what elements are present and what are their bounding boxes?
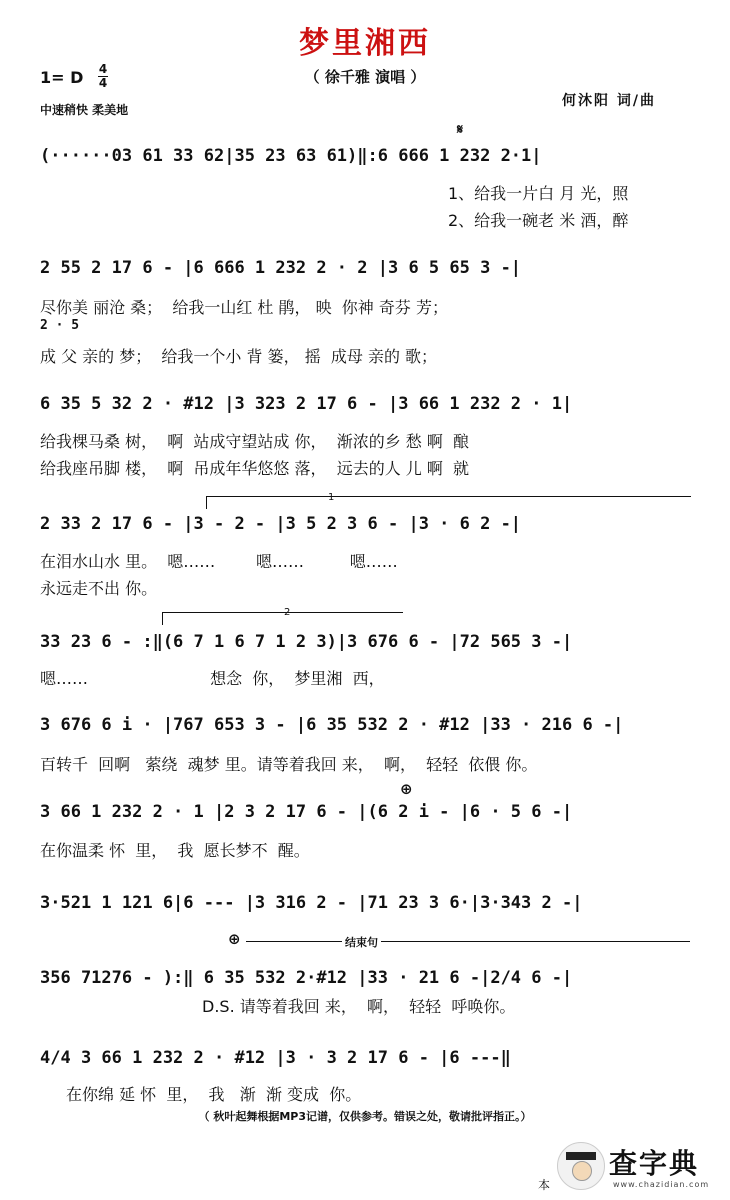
lyric-line-4a: 在泪水山水 里。 嗯…… 嗯…… 嗯…… — [40, 552, 398, 571]
face-icon — [572, 1161, 592, 1181]
time-top: 4 — [98, 62, 108, 76]
alt-notation-2: 2 · 5 — [40, 318, 80, 333]
lyric-line-4b: 永远走不出 你。 — [40, 579, 158, 598]
scholar-icon — [557, 1142, 605, 1190]
notation-line-1: (······03 61 33 62|35 23 63 61)‖:6 666 1 232 2·1| — [40, 146, 542, 166]
song-title: 梦里湘西 — [299, 26, 431, 61]
notation-line-6: 3 676 6 i · |767 653 3 - |6 35 532 2 · #12 |33 · 216 6 -| — [40, 715, 624, 735]
lyric-line-10a: 在你绵 延 怀 里， 我 渐 渐 变成 你。 — [66, 1085, 362, 1104]
notation-line-5: 33 23 6 - :‖(6 7 1 6 7 1 2 3)|3 676 6 - |72 565 3 -| — [40, 632, 573, 652]
coda-icon: ⊕ — [400, 780, 413, 798]
time-signature — [96, 63, 110, 90]
notation-line-8: 3·521 1 121 6|6 --- |3 316 2 - |71 23 3 6·|3·343 2 -| — [40, 893, 583, 913]
segno-icon: 𝄋 — [457, 122, 464, 138]
volta-bracket-1 — [206, 496, 691, 509]
lyric-line-5a: 嗯…… 想念 你， 梦里湘 西， — [40, 669, 385, 688]
page-char: 本 — [538, 1178, 551, 1192]
notation-line-4: 2 33 2 17 6 - |3 - 2 - |3 5 2 3 6 - |3 · 6 2 -| — [40, 514, 522, 534]
lyric-line-1b: 2、给我一碗老 米 酒，醉 — [448, 211, 629, 230]
lyric-line-3a: 给我棵马桑 树， 啊 站成守望站成 你， 渐浓的乡 愁 啊 酿 — [40, 432, 470, 451]
tempo-marking: 中速稍快 柔美地 — [40, 103, 129, 117]
volta-number-2: 2 — [284, 607, 291, 618]
key-signature: 1= D — [40, 68, 84, 87]
coda-icon: ⊕ — [228, 930, 241, 948]
lyric-line-6a: 百转千 回啊 萦绕 魂梦 里。请等着我回 来， 啊， 轻轻 依偎 你。 — [40, 755, 538, 774]
coda-line — [246, 941, 690, 942]
logo-url: www.chazidian.com — [613, 1180, 710, 1189]
lyric-line-9a: D.S. 请等着我回 来， 啊， 轻轻 呼唤你。 — [202, 997, 516, 1016]
lyric-line-2b: 成 父 亲的 梦； 给我一个小 背 篓， 摇 成母 亲的 歌； — [40, 347, 438, 366]
coda-label: 结束句 — [342, 934, 381, 950]
lyric-line-1a: 1、给我一片白 月 光，照 — [448, 184, 629, 203]
volta-number-1: 1 — [328, 492, 335, 503]
transcription-note: （ 秋叶起舞根据MP3记谱，仅供参考。错误之处，敬请批评指正。） — [198, 1110, 532, 1123]
logo-text: 查字典 — [609, 1147, 700, 1180]
notation-line-7: 3 66 1 232 2 · 1 |2 3 2 17 6 - |(6 2 i - |6 · 5 6 -| — [40, 802, 573, 822]
cap-icon — [566, 1152, 596, 1160]
lyric-line-3b: 给我座吊脚 楼， 啊 吊成年华悠悠 落， 远去的人 儿 啊 就 — [40, 459, 470, 478]
site-logo — [555, 1140, 725, 1194]
lyric-line-2a: 尽你美 丽沧 桑； 给我一山红 杜 鹃， 映 你神 奇芬 芳； — [40, 298, 448, 317]
lyric-line-7a: 在你温柔 怀 里， 我 愿长梦不 醒。 — [40, 841, 310, 860]
time-bottom: 4 — [98, 76, 108, 90]
notation-line-10: 4/4 3 66 1 232 2 · #12 |3 · 3 2 17 6 - |6 ---‖ — [40, 1048, 511, 1068]
volta-bracket-2 — [162, 612, 403, 625]
singer-credit: （ 徐千雅 演唱 ） — [304, 68, 426, 86]
notation-line-2: 2 55 2 17 6 - |6 666 1 232 2 · 2 |3 6 5 65 3 -| — [40, 258, 522, 278]
notation-line-3: 6 35 5 32 2 · #12 |3 323 2 17 6 - |3 66 1 232 2 · 1| — [40, 394, 573, 414]
author-credit: 何沐阳 词/曲 — [562, 93, 656, 109]
notation-line-9: 356 71276 - ):‖ 6 35 532 2·#12 |33 · 21 6 -|2/4 6 -| — [40, 968, 573, 988]
